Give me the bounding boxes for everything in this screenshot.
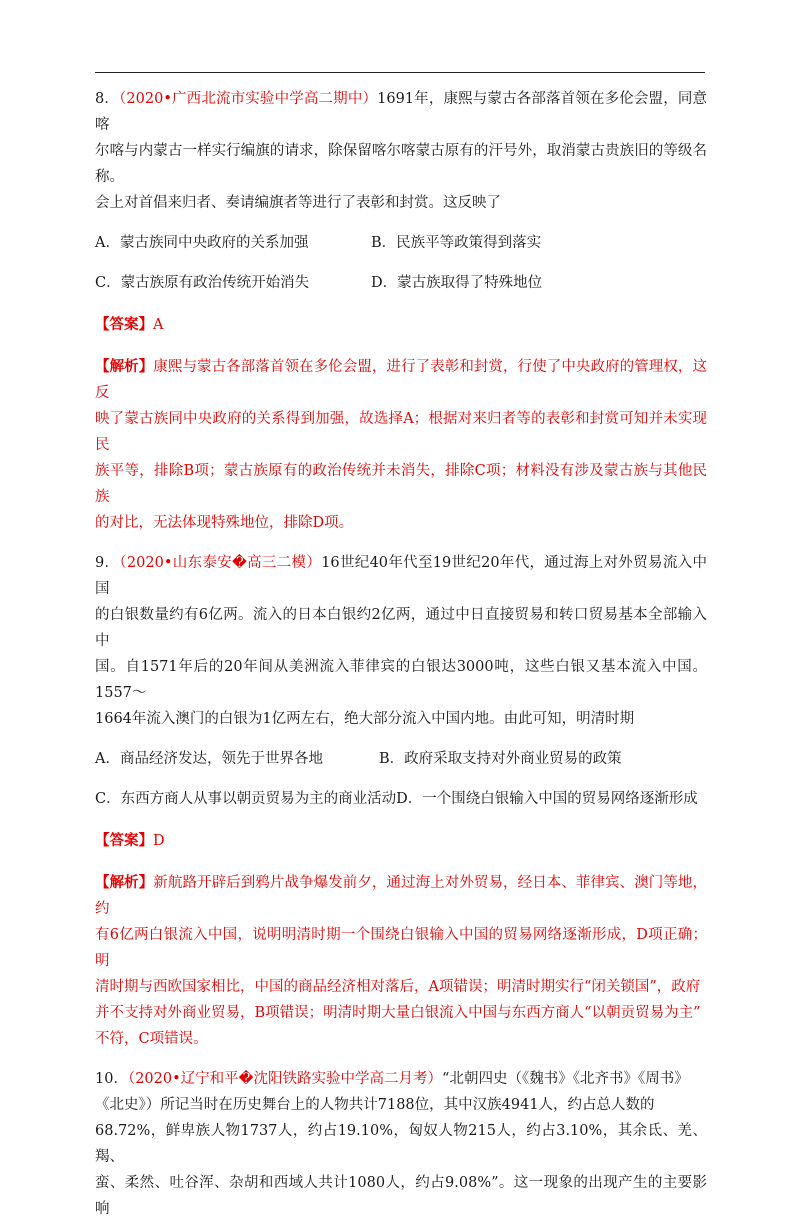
stem-line: 尔喀与内蒙古一样实行编旗的请求，除保留喀尔喀蒙古原有的汗号外，取消蒙古贵族旧的等级名称。 (95, 143, 707, 185)
question-9-stem (95, 550, 707, 732)
stem-line: 16世纪40年代至19世纪20年代，通过海上对外贸易流入中国 (95, 555, 707, 597)
document-page (95, 86, 707, 1222)
analysis-line: 映了蒙古族同中央政府的关系得到加强，故选择A；根据对来归者等的表彰和封赏可知并未实现民 (95, 411, 707, 453)
answer-label: 【答案】 (95, 316, 153, 333)
question-source: （2020•辽宁和平�沈阳铁路实验中学高二月考） (127, 1071, 443, 1087)
options-row (95, 230, 707, 256)
analysis-line: 并不支持对外商业贸易，B项错误；明清时期大量白银流入中国与东西方商人“以朝贡贸易为主” (95, 1005, 701, 1021)
question-8-stem (95, 86, 707, 216)
stem-line: 国。自1571年后的20年间从美洲流入菲律宾的白银达3000吨，这些白银又基本流入中国。1557～ (95, 659, 707, 701)
question-source: （2020•山东泰安�高三二模） (119, 555, 322, 571)
question-10-stem (95, 1066, 707, 1222)
analysis-line: 有6亿两白银流入中国，说明明清时期一个围绕白银输入中国的贸易网络逐渐形成，D项正确；明 (95, 927, 707, 969)
answer-line (95, 312, 707, 338)
analysis (95, 354, 707, 536)
question-source: （2020•广西北流市实验中学高二期中） (119, 91, 378, 107)
option-b: B．政府采取支持对外商业贸易的政策 (379, 751, 622, 767)
analysis-line: 的对比，无法体现特殊地位，排除D项。 (95, 515, 354, 531)
analysis (95, 870, 707, 1052)
analysis-line: 族平等，排除B项；蒙古族原有的政治传统并未消失，排除C项；材料没有涉及蒙古族与其他民族 (95, 463, 707, 505)
stem-line: 蛮、柔然、吐谷浑、杂胡和西域人共计1080人，约占9.08%”。这一现象的出现产生的主要影响 (95, 1175, 707, 1217)
analysis-line: 不符，C项错误。 (95, 1031, 208, 1047)
analysis-label: 【解析】 (95, 874, 154, 891)
options-row (95, 270, 707, 296)
analysis-line: 新航路开辟后到鸦片战争爆发前夕，通过海上对外贸易，经日本、菲律宾、澳门等地，约 (95, 875, 708, 917)
option-d: D．蒙古族取得了特殊地位 (371, 275, 543, 291)
options-row (95, 746, 707, 772)
question-number: 8． (95, 91, 120, 107)
option-c: C．蒙古族原有政治传统开始消失 (95, 275, 310, 291)
stem-line: “北朝四史（《魏书》《北齐书》《周书》 (442, 1071, 689, 1087)
stem-line: 1664年流入澳门的白银为1亿两左右，绝大部分流入中国内地。由此可知，明清时期 (95, 711, 635, 727)
question-number: 10． (95, 1071, 128, 1087)
answer-value: D (153, 833, 165, 849)
answer-value: A (153, 317, 164, 333)
option-a: A．商品经济发达，领先于世界各地 (95, 751, 323, 767)
stem-line: 1691年，康熙与蒙古各部落首领在多伦会盟，同意喀 (95, 91, 708, 133)
answer-label: 【答案】 (95, 832, 153, 849)
header-rule (95, 72, 705, 73)
stem-line: 《北史》）所记当时在历史舞台上的人物共计7188位，其中汉族4941人，约占总人数的 (95, 1097, 655, 1113)
option-b: B．民族平等政策得到落实 (371, 235, 542, 251)
stem-line: 的白银数量约有6亿两。流入的日本白银约2亿两，通过中日直接贸易和转口贸易基本全部输入中 (95, 607, 707, 649)
option-a: A．蒙古族同中央政府的关系加强 (95, 235, 309, 251)
question-9 (95, 550, 707, 1052)
question-number: 9． (95, 555, 120, 571)
options-row (95, 786, 707, 812)
option-c: C．东西方商人从事以朝贡贸易为主的商业活动 (95, 791, 397, 807)
question-8 (95, 86, 707, 536)
analysis-line: 康熙与蒙古各部落首领在多伦会盟，进行了表彰和封赏，行使了中央政府的管理权，这反 (95, 359, 708, 401)
stem-line: 68.72%，鲜卑族人物1737人，约占19.10%，匈奴人物215人，约占3.10%，其余氐、羌、羯、 (95, 1123, 707, 1165)
stem-line: 会上对首倡来归者、奏请编旗者等进行了表彰和封赏。这反映了 (95, 195, 501, 211)
answer-line (95, 828, 707, 854)
analysis-line: 清时期与西欧国家相比，中国的商品经济相对落后，A项错误；明清时期实行“闭关锁国”，政府 (95, 979, 701, 995)
analysis-label: 【解析】 (95, 358, 154, 375)
question-10 (95, 1066, 707, 1222)
option-d: D．一个围绕白银输入中国的贸易网络逐渐形成 (396, 791, 698, 807)
